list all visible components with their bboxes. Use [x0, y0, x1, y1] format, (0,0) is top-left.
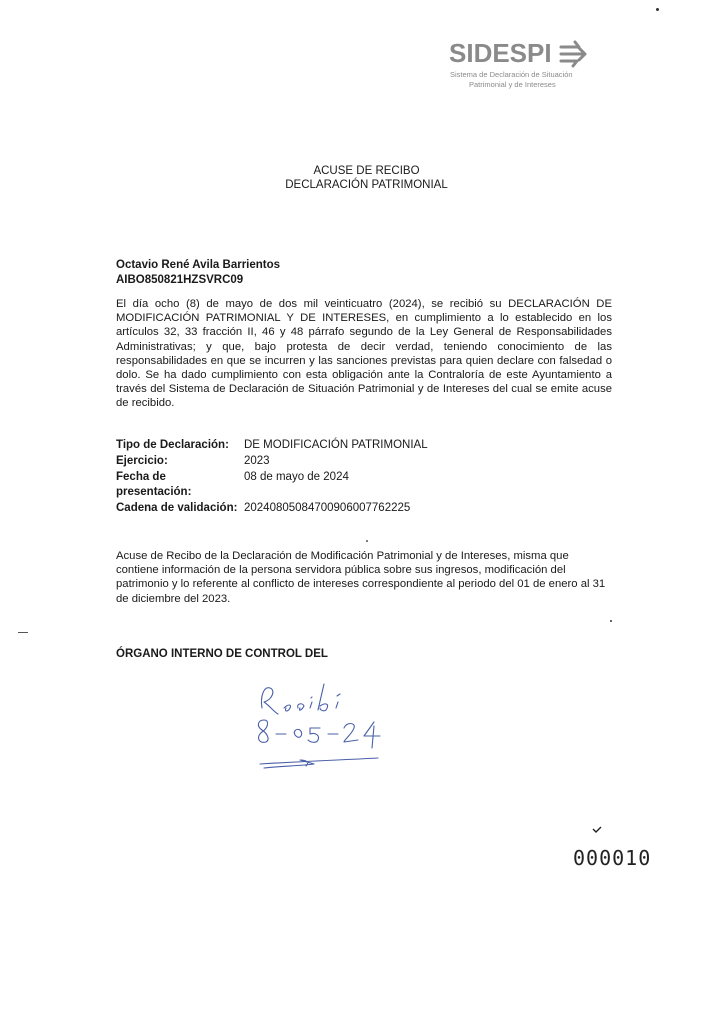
arrow-logo-icon [559, 40, 591, 68]
receipt-paragraph: El día ocho (8) de mayo de dos mil veinticuatro (2024), se recibió su DECLARACIÓN DE MODIFICACIÓN PATRIMONIAL Y DE INTERESES, en cumplimiento a lo establecido en los artículos 32, 33 fracción II, 46 y 48 párrafo segundo de la Ley General de Responsabilidades Administrativas; y que, bajo protesta de decir verdad, teniendo conocimiento de las responsabilidades en que se incurren y las sanciones previstas para quien declare con falsedad o dolo. Se ha dado cumplimiento con esta obligación ante la Contraloría de este Ayuntamiento a través del Sistema de Declaración de Situación Patrimonial y de Intereses del cual se emite acuse de recibido. [116, 298, 612, 410]
scan-speck [366, 540, 368, 542]
logo-wordmark: SIDESPI [449, 38, 552, 68]
detail-row-type [116, 438, 428, 454]
folio-number: 000010 [573, 846, 652, 870]
detail-value: 08 de mayo de 2024 [244, 470, 349, 483]
detail-row-validation [116, 501, 428, 517]
detail-label: Tipo de Declaración: [116, 439, 229, 451]
detail-row-date [116, 470, 428, 502]
detail-label: Ejercicio: [116, 454, 168, 467]
tick-mark [592, 826, 602, 834]
declaration-details [116, 438, 428, 517]
document-title-line2: DECLARACIÓN PATRIMONIAL [285, 179, 448, 191]
organo-heading: ÓRGANO INTERNO DE CONTROL DEL [116, 648, 328, 660]
detail-label: Cadena de validación: [116, 502, 238, 515]
scan-speck [656, 8, 659, 11]
logo-subtitle-line2: Patrimonial y de Intereses [469, 80, 556, 89]
document-title-line1: ACUSE DE RECIBO [313, 165, 420, 177]
detail-value: 20240805084700906007762225 [244, 502, 411, 515]
logo-subtitle-line1: Sistema de Declaración de Situación [450, 70, 573, 79]
scan-speck [610, 620, 612, 622]
declarant-rfc: AIBO850821HZSVRC09 [116, 274, 244, 286]
declarant-name: Octavio René Avila Barrientos [116, 259, 281, 271]
detail-value: 2023 [244, 454, 270, 467]
scan-speck [18, 632, 28, 633]
sidespi-logo [447, 38, 597, 94]
detail-value: DE MODIFICACIÓN PATRIMONIAL [244, 439, 428, 451]
handwritten-receipt-signature [240, 678, 400, 778]
summary-paragraph: Acuse de Recibo de la Declaración de Modificación Patrimonial y de Intereses, misma que contiene información de la persona servidora pública sobre sus ingresos, modificación del patrimonio y lo referente al conflicto de intereses correspondiente al periodo del 01 de enero al 31 de diciembre del 2023. [116, 550, 606, 605]
detail-row-year [116, 454, 428, 470]
detail-label: Fecha de presentación: [116, 470, 192, 499]
